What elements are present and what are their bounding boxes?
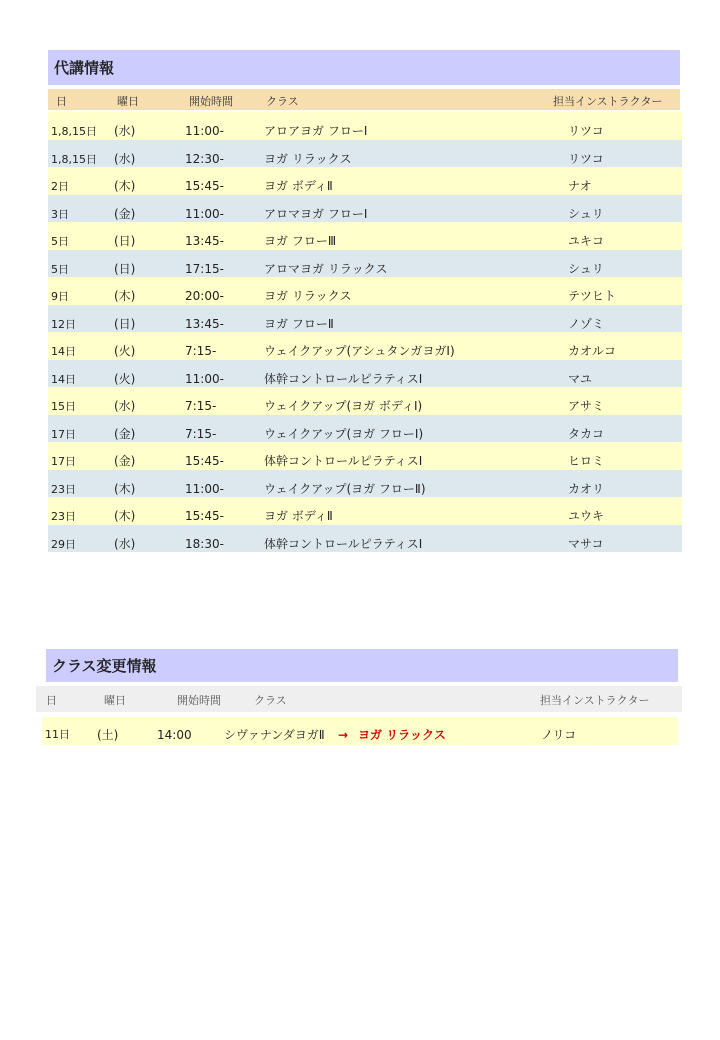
class-change-table-body xyxy=(42,717,678,745)
table-row xyxy=(48,442,682,470)
cell-weekday: (土) xyxy=(97,728,119,742)
cell-day: 1,8,15日 xyxy=(51,125,97,138)
cell-weekday: (金) xyxy=(114,206,136,221)
cell-class: アロアヨガ フローⅠ xyxy=(264,124,368,138)
cell-start-time: 18:30- xyxy=(185,536,224,551)
cell-class: ウェイクアップ(ヨガ フローⅠ) xyxy=(264,426,424,441)
table-row xyxy=(48,525,682,553)
cell-day: 3日 xyxy=(51,207,69,221)
cell-day: 17日 xyxy=(51,427,76,441)
cell-weekday: (日) xyxy=(114,261,136,276)
header-class: クラス xyxy=(254,694,287,707)
cell-class: ヨガ ボディⅡ xyxy=(264,509,333,523)
cell-instructor: ナオ xyxy=(568,179,592,193)
class-change-section-title: クラス変更情報 xyxy=(46,649,678,682)
table-row xyxy=(48,415,682,443)
cell-start-time: 14:00 xyxy=(157,728,192,742)
table-row xyxy=(48,305,682,333)
header-start-time: 開始時間 xyxy=(177,694,221,707)
cell-class: ヨガ フローⅡ xyxy=(264,316,334,331)
substitute-section-title: 代講情報 xyxy=(48,50,680,85)
cell-instructor: テツヒト xyxy=(568,289,616,303)
table-row xyxy=(48,497,682,525)
cell-class: 体幹コントロールピラティスⅠ xyxy=(264,536,423,551)
header-instructor: 担当インストラクター xyxy=(540,694,650,707)
cell-start-time: 11:00- xyxy=(185,124,224,138)
cell-class: ウェイクアップ(ヨガ ボディⅠ) xyxy=(264,399,423,413)
substitute-table-body xyxy=(48,112,682,552)
header-weekday: 曜日 xyxy=(117,95,139,108)
cell-start-time: 15:45- xyxy=(185,509,224,523)
table-row xyxy=(48,387,682,415)
header-class: クラス xyxy=(266,95,299,108)
header-day: 日 xyxy=(56,95,67,108)
cell-class: 体幹コントロールピラティスⅠ xyxy=(264,454,423,468)
cell-day: 5日 xyxy=(51,262,69,276)
cell-day: 17日 xyxy=(51,455,76,468)
table-row xyxy=(48,470,682,498)
cell-instructor: タカコ xyxy=(568,426,605,441)
cell-weekday: (水) xyxy=(114,536,136,551)
substitute-table-header xyxy=(48,89,680,110)
cell-new-class: ヨガ リラックス xyxy=(358,728,446,742)
cell-weekday: (日) xyxy=(114,316,136,331)
change-arrow: → xyxy=(338,728,349,742)
cell-weekday: (水) xyxy=(114,124,136,138)
cell-weekday: (木) xyxy=(114,289,136,303)
cell-day: 9日 xyxy=(51,290,69,303)
cell-class: ヨガ リラックス xyxy=(264,151,352,166)
cell-start-time: 13:45- xyxy=(185,234,224,248)
cell-start-time: 17:15- xyxy=(185,261,224,276)
cell-instructor: アサミ xyxy=(568,399,605,413)
cell-class: 体幹コントロールピラティスⅠ xyxy=(264,371,423,386)
cell-instructor: カオリ xyxy=(568,481,605,496)
cell-instructor: シュリ xyxy=(568,206,604,221)
cell-instructor: シュリ xyxy=(568,261,604,276)
cell-day: 14日 xyxy=(51,372,76,386)
cell-start-time: 11:00- xyxy=(185,481,224,496)
cell-class: ウェイクアップ(ヨガ フローⅡ) xyxy=(264,481,426,496)
table-row xyxy=(48,140,682,168)
table-row xyxy=(42,717,678,745)
cell-class: ヨガ ボディⅡ xyxy=(264,179,333,193)
cell-class: アロマヨガ リラックス xyxy=(264,261,388,276)
cell-day: 12日 xyxy=(51,317,76,331)
cell-class: ウェイクアップ(アシュタンガヨガⅠ) xyxy=(264,344,455,358)
cell-instructor: マユ xyxy=(568,371,593,386)
cell-instructor: ノリコ xyxy=(541,728,577,742)
cell-class: アロマヨガ フローⅠ xyxy=(264,206,368,221)
cell-start-time: 7:15- xyxy=(185,344,217,358)
cell-start-time: 7:15- xyxy=(185,399,217,413)
cell-day: 23日 xyxy=(51,510,76,523)
cell-instructor: ユキコ xyxy=(568,234,605,248)
cell-weekday: (木) xyxy=(114,481,136,496)
table-row xyxy=(48,222,682,250)
cell-instructor: ヒロミ xyxy=(568,454,605,468)
cell-instructor: カオルコ xyxy=(568,344,617,358)
header-weekday: 曜日 xyxy=(104,694,126,707)
table-row xyxy=(48,250,682,278)
header-start-time: 開始時間 xyxy=(189,95,233,108)
cell-day: 11日 xyxy=(45,728,70,741)
table-row xyxy=(48,167,682,195)
cell-start-time: 15:45- xyxy=(185,454,224,468)
table-row xyxy=(48,277,682,305)
cell-weekday: (火) xyxy=(114,344,136,358)
cell-instructor: リツコ xyxy=(568,124,604,138)
cell-weekday: (水) xyxy=(114,399,136,413)
cell-instructor: ユウキ xyxy=(568,509,605,523)
table-row xyxy=(48,112,682,140)
cell-weekday: (金) xyxy=(114,426,136,441)
table-row xyxy=(48,195,682,223)
cell-old-class: シヴァナンダヨガⅡ xyxy=(224,728,325,742)
cell-day: 29日 xyxy=(51,537,76,551)
cell-start-time: 15:45- xyxy=(185,179,224,193)
cell-start-time: 20:00- xyxy=(185,289,224,303)
class-change-table-header xyxy=(36,686,682,712)
cell-weekday: (水) xyxy=(114,151,136,166)
table-row xyxy=(48,332,682,360)
cell-instructor: ノゾミ xyxy=(568,316,605,331)
cell-start-time: 11:00- xyxy=(185,206,224,221)
cell-start-time: 11:00- xyxy=(185,371,224,386)
cell-day: 5日 xyxy=(51,235,69,248)
cell-class: ヨガ リラックス xyxy=(264,289,352,303)
header-instructor: 担当インストラクター xyxy=(553,95,663,108)
cell-day: 1,8,15日 xyxy=(51,152,97,166)
cell-start-time: 12:30- xyxy=(185,151,224,166)
cell-day: 2日 xyxy=(51,180,69,193)
cell-weekday: (木) xyxy=(114,179,136,193)
cell-weekday: (金) xyxy=(114,454,136,468)
table-row xyxy=(48,360,682,388)
cell-day: 15日 xyxy=(51,400,76,413)
cell-start-time: 13:45- xyxy=(185,316,224,331)
cell-day: 23日 xyxy=(51,482,76,496)
cell-weekday: (木) xyxy=(114,509,136,523)
cell-class: ヨガ フローⅢ xyxy=(264,234,337,248)
cell-instructor: マサコ xyxy=(568,536,604,551)
cell-weekday: (火) xyxy=(114,371,136,386)
cell-day: 14日 xyxy=(51,345,76,358)
cell-weekday: (日) xyxy=(114,234,136,248)
cell-instructor: リツコ xyxy=(568,151,604,166)
header-day: 日 xyxy=(46,694,57,707)
cell-start-time: 7:15- xyxy=(185,426,217,441)
